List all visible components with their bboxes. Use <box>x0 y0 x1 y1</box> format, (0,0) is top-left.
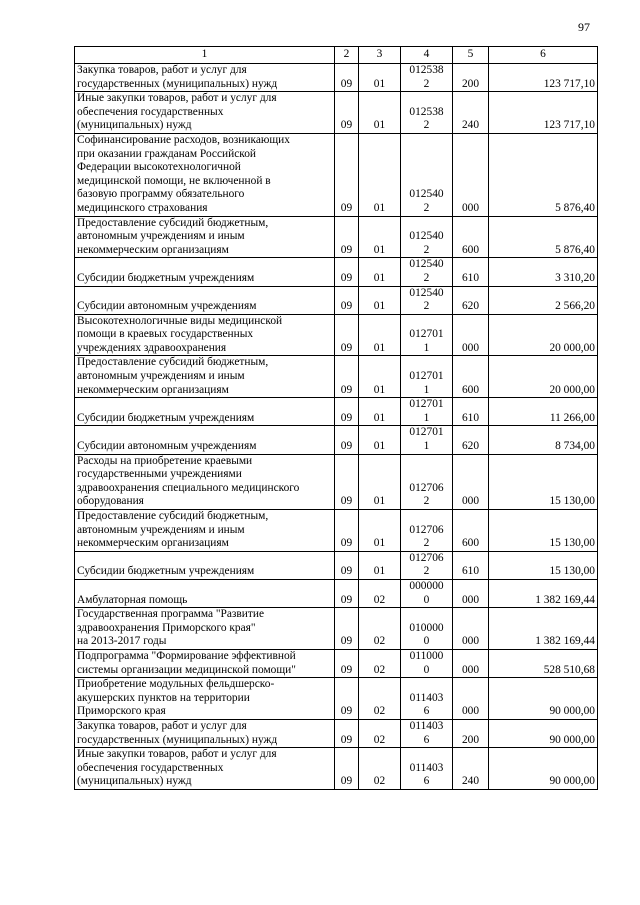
row-section: 09 <box>335 678 359 720</box>
row-expense-type: 200 <box>453 64 489 92</box>
row-expense-type: 240 <box>453 748 489 790</box>
row-expense-type: 000 <box>453 579 489 607</box>
row-expense-type: 000 <box>453 454 489 509</box>
row-target-code: 012538 2 <box>401 92 453 134</box>
row-section: 09 <box>335 649 359 677</box>
row-section: 09 <box>335 64 359 92</box>
row-target-code: 012540 2 <box>401 216 453 258</box>
row-target-code: 012538 2 <box>401 64 453 92</box>
row-target-code: 011403 6 <box>401 719 453 747</box>
row-amount: 2 566,20 <box>489 286 598 314</box>
row-section: 09 <box>335 216 359 258</box>
table-row <box>75 608 598 650</box>
row-target-code: 010000 0 <box>401 608 453 650</box>
row-expense-type: 000 <box>453 314 489 356</box>
row-section: 09 <box>335 510 359 552</box>
row-subsection: 01 <box>359 356 401 398</box>
row-expense-type: 620 <box>453 426 489 454</box>
row-name: Закупка товаров, работ и услуг для государственных (муниципальных) нужд <box>75 719 335 747</box>
row-target-code: 012706 2 <box>401 510 453 552</box>
row-subsection: 01 <box>359 133 401 216</box>
row-target-code: 012706 2 <box>401 454 453 509</box>
row-expense-type: 610 <box>453 551 489 579</box>
col-header: 3 <box>359 47 401 64</box>
table-row <box>75 314 598 356</box>
row-amount: 15 130,00 <box>489 454 598 509</box>
row-name: Субсидии автономным учреждениям <box>75 426 335 454</box>
row-subsection: 01 <box>359 510 401 552</box>
row-section: 09 <box>335 258 359 286</box>
table-row <box>75 579 598 607</box>
row-expense-type: 620 <box>453 286 489 314</box>
row-section: 09 <box>335 356 359 398</box>
table-row <box>75 454 598 509</box>
row-name: Субсидии бюджетным учреждениям <box>75 398 335 426</box>
row-name: Софинансирование расходов, возникающих при оказании гражданам Российской Федерации высокотехнологичной медицинской помощи, не включенной в базовую программу обязательного медицинского страхования <box>75 133 335 216</box>
row-amount: 11 266,00 <box>489 398 598 426</box>
row-expense-type: 240 <box>453 92 489 134</box>
row-target-code: 012540 2 <box>401 286 453 314</box>
row-amount: 20 000,00 <box>489 356 598 398</box>
row-subsection: 01 <box>359 258 401 286</box>
row-target-code: 011000 0 <box>401 649 453 677</box>
table-row <box>75 649 598 677</box>
row-name: Подпрограмма "Формирование эффективной системы организации медицинской помощи" <box>75 649 335 677</box>
row-amount: 528 510,68 <box>489 649 598 677</box>
row-name: Иные закупки товаров, работ и услуг для обеспечения государственных (муниципальных) нужд <box>75 748 335 790</box>
row-target-code: 011403 6 <box>401 678 453 720</box>
table-row <box>75 133 598 216</box>
row-section: 09 <box>335 551 359 579</box>
row-section: 09 <box>335 579 359 607</box>
row-target-code: 012706 2 <box>401 551 453 579</box>
row-name: Субсидии бюджетным учреждениям <box>75 551 335 579</box>
row-subsection: 01 <box>359 286 401 314</box>
row-name: Иные закупки товаров, работ и услуг для обеспечения государственных (муниципальных) нужд <box>75 92 335 134</box>
row-amount: 3 310,20 <box>489 258 598 286</box>
row-name: Субсидии бюджетным учреждениям <box>75 258 335 286</box>
row-subsection: 01 <box>359 398 401 426</box>
row-subsection: 02 <box>359 649 401 677</box>
row-name: Предоставление субсидий бюджетным, автономным учреждениям и иным некоммерческим организациям <box>75 216 335 258</box>
row-amount: 123 717,10 <box>489 92 598 134</box>
row-section: 09 <box>335 748 359 790</box>
row-amount: 90 000,00 <box>489 719 598 747</box>
col-header: 6 <box>489 47 598 64</box>
row-subsection: 02 <box>359 579 401 607</box>
row-amount: 5 876,40 <box>489 216 598 258</box>
row-expense-type: 000 <box>453 649 489 677</box>
row-expense-type: 600 <box>453 356 489 398</box>
row-name: Предоставление субсидий бюджетным, автономным учреждениям и иным некоммерческим организациям <box>75 356 335 398</box>
row-name: Амбулаторная помощь <box>75 579 335 607</box>
row-amount: 1 382 169,44 <box>489 579 598 607</box>
row-target-code: 012701 1 <box>401 398 453 426</box>
table-row <box>75 64 598 92</box>
col-header: 4 <box>401 47 453 64</box>
row-subsection: 01 <box>359 92 401 134</box>
row-section: 09 <box>335 92 359 134</box>
row-expense-type: 000 <box>453 678 489 720</box>
row-subsection: 01 <box>359 314 401 356</box>
table-row <box>75 216 598 258</box>
row-target-code: 012701 1 <box>401 314 453 356</box>
col-header: 1 <box>75 47 335 64</box>
page-number: 97 <box>578 20 590 34</box>
row-subsection: 02 <box>359 608 401 650</box>
row-amount: 20 000,00 <box>489 314 598 356</box>
row-name: Субсидии автономным учреждениям <box>75 286 335 314</box>
row-section: 09 <box>335 426 359 454</box>
row-section: 09 <box>335 286 359 314</box>
row-section: 09 <box>335 398 359 426</box>
row-subsection: 01 <box>359 551 401 579</box>
row-expense-type: 000 <box>453 608 489 650</box>
col-header: 5 <box>453 47 489 64</box>
table-row <box>75 678 598 720</box>
row-target-code: 012701 1 <box>401 426 453 454</box>
row-subsection: 01 <box>359 454 401 509</box>
row-subsection: 02 <box>359 748 401 790</box>
table-row <box>75 426 598 454</box>
row-name: Государственная программа "Развитие здравоохранения Приморского края" на 2013-2017 годы <box>75 608 335 650</box>
row-section: 09 <box>335 133 359 216</box>
row-amount: 1 382 169,44 <box>489 608 598 650</box>
row-amount: 5 876,40 <box>489 133 598 216</box>
row-amount: 8 734,00 <box>489 426 598 454</box>
row-subsection: 01 <box>359 64 401 92</box>
row-name: Приобретение модульных фельдшерско- акушерских пунктов на территории Приморского края <box>75 678 335 720</box>
row-expense-type: 200 <box>453 719 489 747</box>
row-target-code: 012540 2 <box>401 133 453 216</box>
row-section: 09 <box>335 719 359 747</box>
row-name: Закупка товаров, работ и услуг для государственных (муниципальных) нужд <box>75 64 335 92</box>
row-amount: 90 000,00 <box>489 748 598 790</box>
table-row <box>75 551 598 579</box>
row-subsection: 01 <box>359 216 401 258</box>
row-amount: 90 000,00 <box>489 678 598 720</box>
row-subsection: 02 <box>359 678 401 720</box>
row-target-code: 012540 2 <box>401 258 453 286</box>
row-name: Предоставление субсидий бюджетным, автономным учреждениям и иным некоммерческим организациям <box>75 510 335 552</box>
row-expense-type: 610 <box>453 398 489 426</box>
row-amount: 15 130,00 <box>489 510 598 552</box>
row-subsection: 02 <box>359 719 401 747</box>
row-section: 09 <box>335 314 359 356</box>
col-header: 2 <box>335 47 359 64</box>
table-row <box>75 92 598 134</box>
row-amount: 15 130,00 <box>489 551 598 579</box>
row-target-code: 012701 1 <box>401 356 453 398</box>
row-section: 09 <box>335 608 359 650</box>
row-expense-type: 000 <box>453 133 489 216</box>
row-name: Расходы на приобретение краевыми государственными учреждениями здравоохранения специального медицинского оборудования <box>75 454 335 509</box>
row-expense-type: 610 <box>453 258 489 286</box>
row-name: Высокотехнологичные виды медицинской помощи в краевых государственных учреждениях здравоохранения <box>75 314 335 356</box>
row-target-code: 011403 6 <box>401 748 453 790</box>
row-target-code: 000000 0 <box>401 579 453 607</box>
table-row <box>75 356 598 398</box>
row-subsection: 01 <box>359 426 401 454</box>
row-section: 09 <box>335 454 359 509</box>
table-row <box>75 719 598 747</box>
table-row <box>75 258 598 286</box>
table-row <box>75 398 598 426</box>
table-row <box>75 286 598 314</box>
row-expense-type: 600 <box>453 216 489 258</box>
budget-table <box>74 46 598 790</box>
header-row <box>75 47 598 64</box>
table-row <box>75 510 598 552</box>
row-amount: 123 717,10 <box>489 64 598 92</box>
row-expense-type: 600 <box>453 510 489 552</box>
table-row <box>75 748 598 790</box>
